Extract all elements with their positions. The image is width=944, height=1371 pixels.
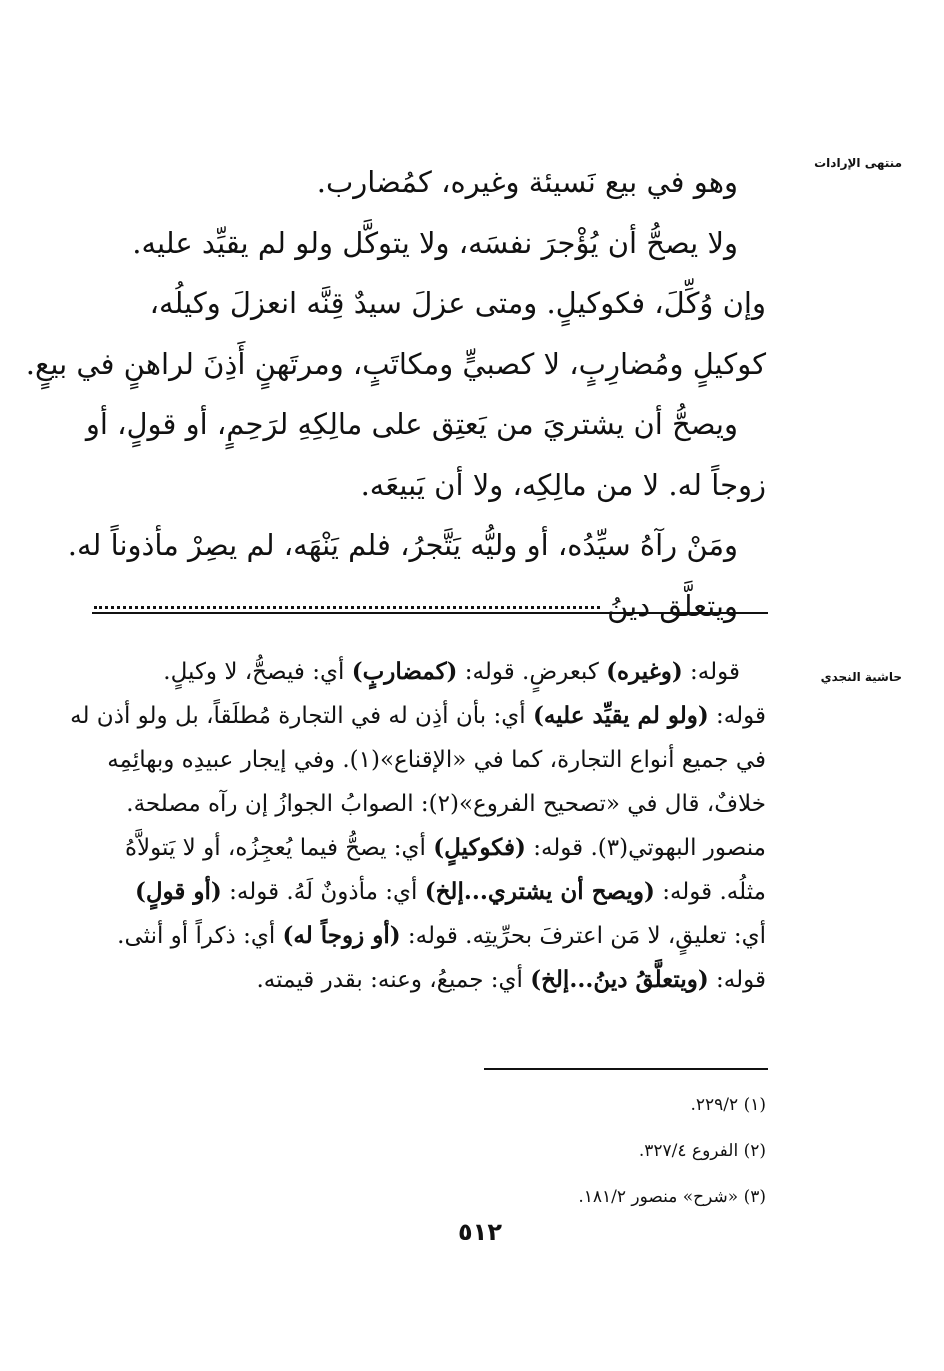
continuation-dotted-line bbox=[94, 606, 600, 609]
commentary-line bbox=[76, 958, 766, 1002]
side-label-commentary: حاشية النجدي bbox=[820, 670, 902, 684]
commentary-segment: قوله: bbox=[708, 967, 766, 993]
commentary-segment: كبعرضٍ. قوله: bbox=[457, 659, 607, 685]
commentary-segment: أي: بأن أذِن له في التجارة مُطلَقاً، بل ولو أذن له bbox=[70, 703, 533, 729]
main-text-line: ويتعلَّق دينُ bbox=[607, 588, 738, 623]
commentary-segment: أي: فيصحُّ، لا وكيلٍ. bbox=[163, 659, 352, 685]
footnotes-divider bbox=[484, 1068, 768, 1070]
commentary-line bbox=[76, 650, 766, 694]
commentary-segment: أي: يصحُّ فيما يُعجِزُه، أو لا يَتولاَّهُ bbox=[124, 835, 434, 861]
footnote-2: (٢) الفروع ٣٢٧/٤. bbox=[638, 1141, 766, 1161]
quoted-phrase: (كمضاربٍ) bbox=[351, 658, 458, 685]
page-number: ٥١٢ bbox=[458, 1218, 502, 1246]
side-label-main-text: منتهى الإرادات bbox=[814, 156, 902, 170]
commentary-segment: منصور البهوتي(٣). قوله: bbox=[525, 835, 766, 861]
commentary-line bbox=[76, 826, 766, 870]
main-text-line: وإن وُكِّلَ، فكوكيلٍ. ومتى عزلَ سيدٌ قِنَّه انعزلَ وكيلُه، bbox=[149, 286, 766, 320]
footnote-1: (١) ٢٢٩/٢. bbox=[690, 1095, 766, 1115]
quoted-phrase: (أو قولٍ) bbox=[134, 878, 222, 905]
footnotes bbox=[266, 1082, 766, 1220]
quoted-phrase: (ويتعلَّقُ دينُ...إلخ) bbox=[530, 966, 709, 993]
commentary-segment: أي: تعليقٍ، لا مَن اعترفَ بحرِّيتِه. قوله: bbox=[400, 923, 766, 949]
commentary-line bbox=[70, 694, 766, 738]
commentary-line bbox=[76, 782, 766, 826]
commentary-segment: أي: مأذونٌ لَهُ. قوله: bbox=[221, 879, 425, 905]
main-text-line: كوكيلٍ ومُضارِبٍ، لا كصبيٍّ ومكاتَبٍ، ومرتَهنٍ أَذِنَ لراهنٍ في بيعٍ. bbox=[25, 346, 766, 381]
quoted-phrase: (وغيره) bbox=[606, 658, 683, 685]
main-text-line: زوجاً له. لا من مالِكِه، ولا أن يَبيعَه. bbox=[360, 467, 766, 502]
quoted-phrase: (فكوكيلٍ) bbox=[433, 834, 526, 861]
commentary-line bbox=[76, 914, 766, 958]
main-text-line: ويصحُّ أن يشتريَ من يَعتِق على مالِكِهِ لرَحِمٍ، أو قولٍ، أو bbox=[85, 407, 738, 441]
commentary-line bbox=[76, 738, 766, 782]
commentary-text bbox=[70, 650, 766, 1002]
commentary-segment: أي: جميعُ، وعنه: بقدر قيمته. bbox=[256, 967, 531, 993]
commentary-segment: خلافٌ، قال في «تصحيح الفروع»(٢): الصوابُ الجوازُ إن رآه مصلحة. bbox=[126, 791, 766, 817]
main-text-line: ومَنْ رآهُ سيِّدُه، أو وليُّه يَتَّجرُ، فلم يَنْهَه، لم يصِرْ مأذوناً له. bbox=[67, 528, 738, 562]
commentary-segment: أي: ذكراً أو أنثى. bbox=[117, 923, 283, 949]
main-text-line: وهو في بيع نَسيئة وغيره، كمُضارب. bbox=[316, 165, 738, 199]
main-text bbox=[25, 152, 766, 636]
quoted-phrase: (ويصح أن يشتري...إلخ) bbox=[424, 878, 655, 905]
commentary-segment: قوله: bbox=[708, 703, 766, 729]
quoted-phrase: (ولو لم يقيِّد عليه) bbox=[532, 702, 709, 729]
commentary-segment: في جميع أنواع التجارة، كما في «الإقناع»(١). وفي إيجار عبيدِه وبهائِمِه bbox=[107, 747, 766, 773]
quoted-phrase: (أو زوجاً له) bbox=[282, 922, 401, 949]
commentary-line bbox=[76, 870, 766, 914]
footnote-3: (٣) «شرح» منصور ١٨١/٢. bbox=[578, 1187, 766, 1207]
commentary-segment: مثلُه. قوله: bbox=[654, 879, 766, 905]
main-text-divider bbox=[92, 612, 768, 614]
main-text-line: ولا يصحُّ أن يُؤْجرَ نفسَه، ولا يتوكَّل ولو لم يقيِّد عليه. bbox=[132, 225, 738, 260]
commentary-segment: قوله: bbox=[682, 659, 740, 685]
